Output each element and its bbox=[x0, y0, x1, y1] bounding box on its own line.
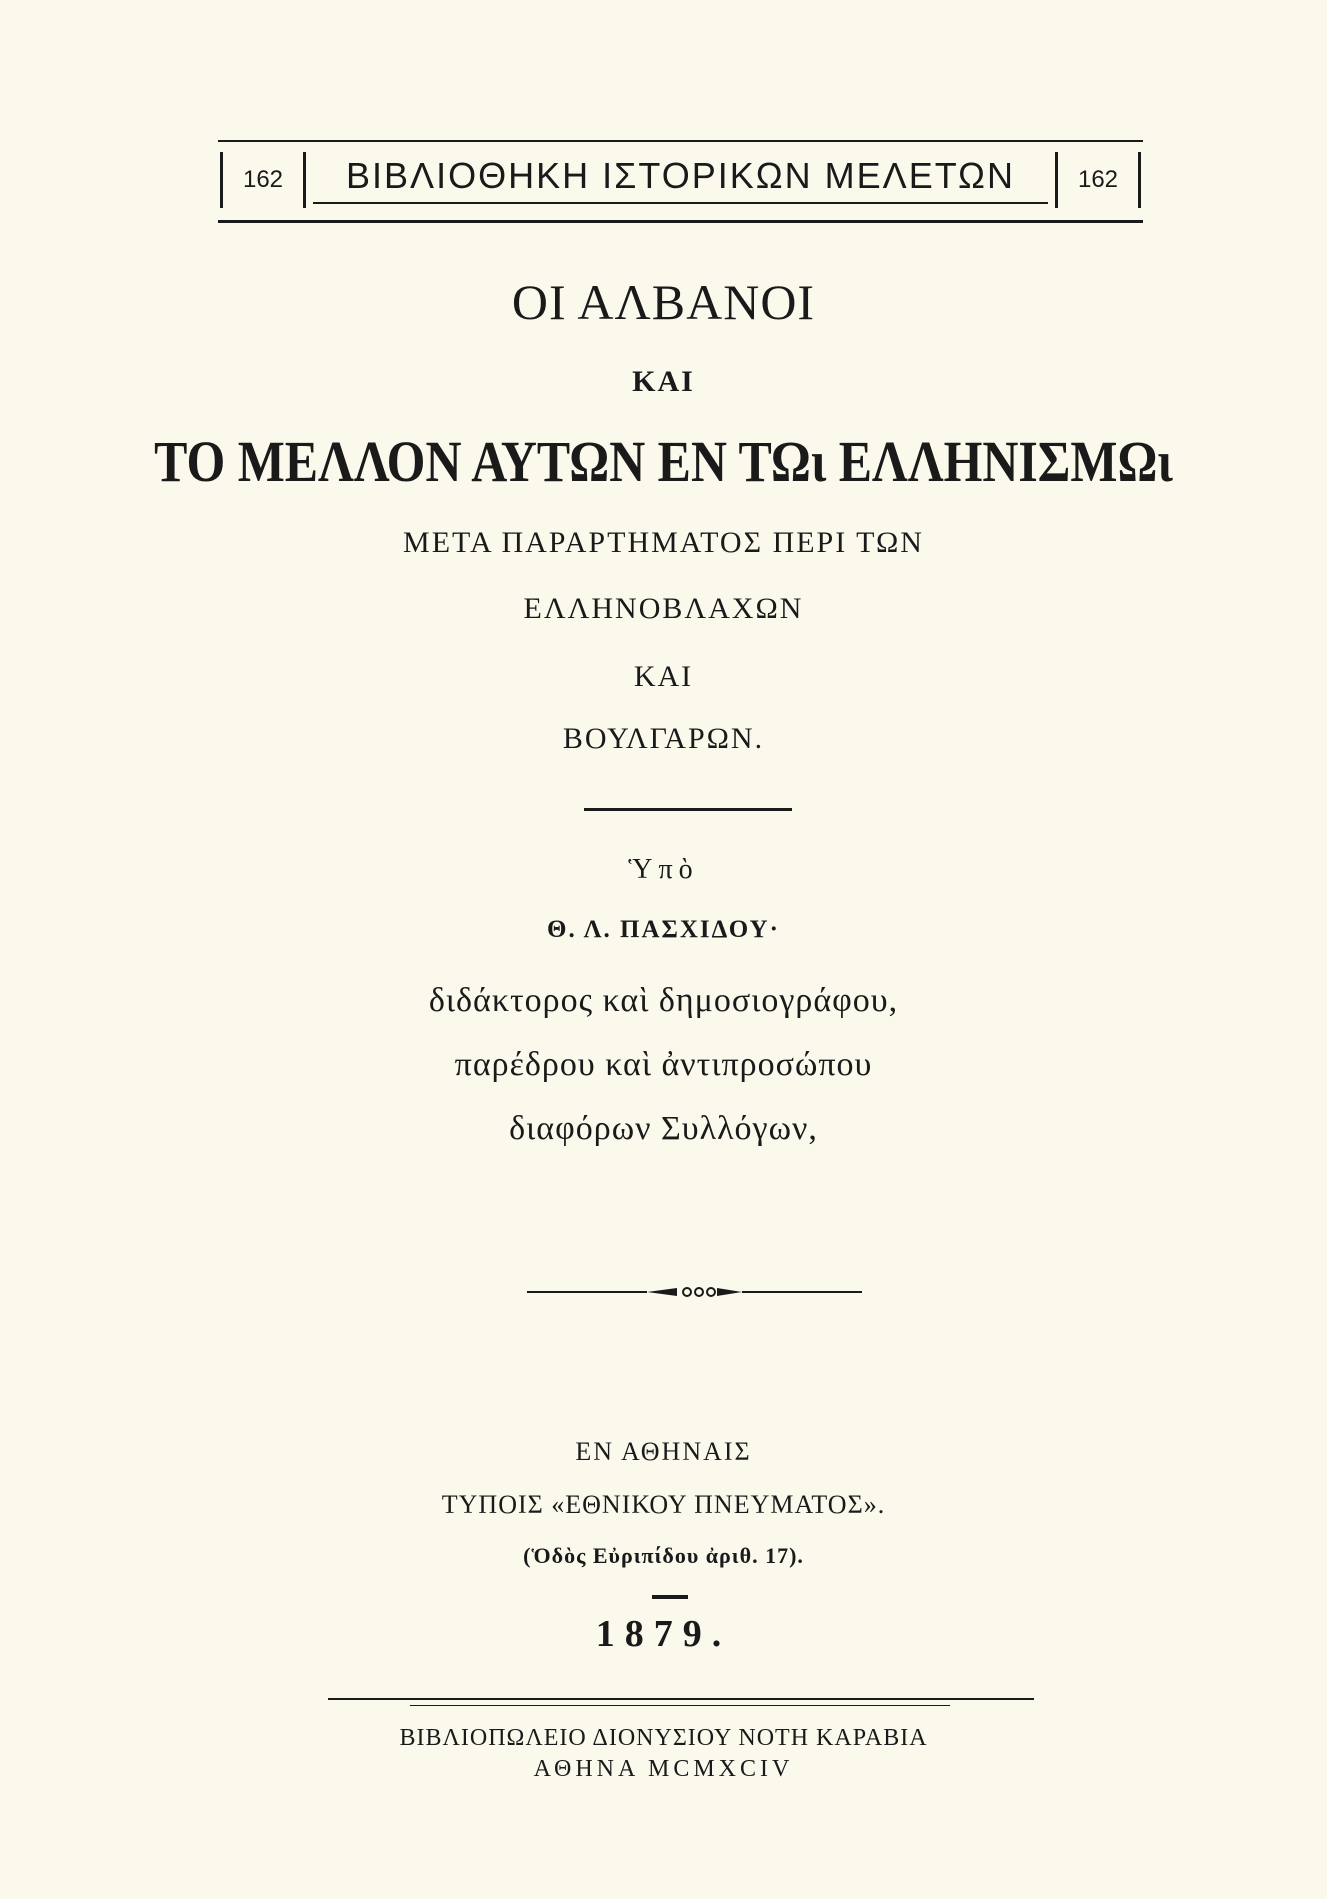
series-title-underline bbox=[313, 202, 1048, 204]
ornament-divider bbox=[527, 1282, 862, 1302]
reprint-city-year: ΑΘΗΝΑ MCMXCIV bbox=[533, 1756, 794, 1782]
author-description-1: διδάκτορος καὶ δημοσιογράφου, bbox=[428, 982, 899, 1019]
year-dash bbox=[652, 1595, 688, 1599]
series-number-right: 162 bbox=[1055, 152, 1141, 208]
author-description-2: παρέδρου καὶ ἀντιπροσώπου bbox=[454, 1046, 873, 1083]
appendix-line-1: ΜΕΤΑ ΠΑΡΑΡΤΗΜΑΤΟΣ ΠΕΡΙ ΤΩΝ bbox=[403, 526, 924, 559]
author-by: Ὑπὸ bbox=[628, 854, 699, 885]
appendix-line-2: ΕΛΛΗΝΟΒΛΑΧΩΝ bbox=[523, 592, 804, 625]
book-subtitle: ΤΟ ΜΕΛΛΟΝ ΑΥΤΩΝ ΕΝ ΤΩι ΕΛΛΗΝΙΣΜΩι bbox=[154, 429, 1173, 494]
author-name: Θ. Λ. ΠΑΣΧΙΔΟΥ· bbox=[547, 916, 780, 943]
title-conjunction: ΚΑΙ bbox=[632, 365, 695, 398]
book-title: ΟΙ ΑΛΒΑΝΟΙ bbox=[511, 274, 816, 330]
imprint-address: (Ὁδὸς Εὐριπίδου ἀριθ. 17). bbox=[523, 1543, 804, 1568]
imprint-year: 1879. bbox=[595, 1613, 732, 1655]
reprint-publisher: ΒΙΒΛΙΟΠΩΛΕΙΟ ΔΙΟΝΥΣΙΟΥ ΝΟΤΗ ΚΑΡΑΒΙΑ bbox=[399, 1725, 928, 1751]
reprint-divider bbox=[328, 1698, 1034, 1700]
appendix-line-3: ΒΟΥΛΓΑΡΩΝ. bbox=[562, 722, 765, 755]
imprint-printer: ΤΥΠΟΙΣ «ΕΘΝΙΚΟΥ ΠΝΕΥΜΑΤΟΣ». bbox=[441, 1490, 886, 1519]
appendix-conjunction: ΚΑΙ bbox=[633, 660, 694, 693]
author-description-3: διαφόρων Συλλόγων, bbox=[509, 1110, 818, 1147]
reprint-divider-thin bbox=[410, 1705, 950, 1706]
series-number-left: 162 bbox=[220, 152, 306, 208]
series-header bbox=[218, 140, 1143, 223]
series-title: ΒΙΒΛΙΟΘΗΚΗ ΙΣΤΟΡΙΚΩΝ ΜΕΛΕΤΩΝ bbox=[346, 155, 1015, 196]
title-divider bbox=[584, 808, 792, 811]
imprint-place: ΕΝ ΑΘΗΝΑΙΣ bbox=[575, 1437, 752, 1466]
